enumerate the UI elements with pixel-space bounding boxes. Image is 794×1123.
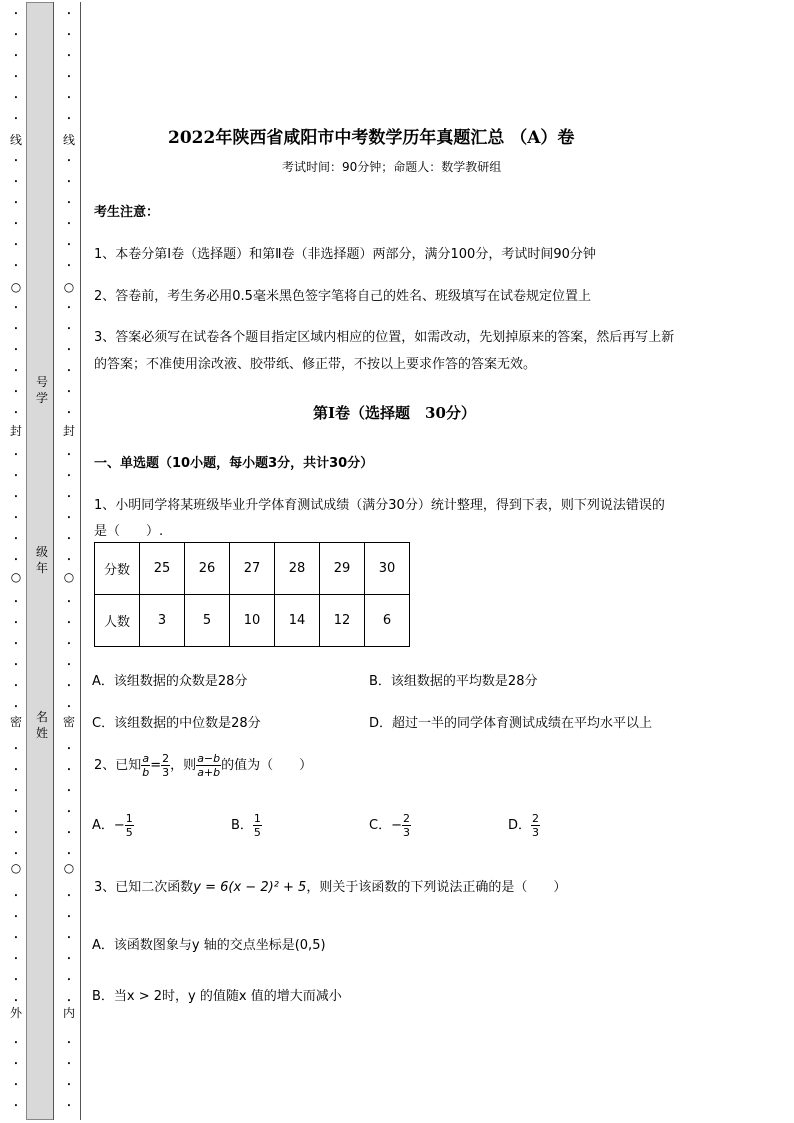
question-1-option-d: D．超过一半的同学体育测试成绩在平均水平以上 [369,716,653,731]
dot-icon: • [13,619,19,627]
dot-icon: • [66,325,72,333]
dot-icon: • [13,367,19,375]
dot-icon: • [13,766,19,774]
dot-icon: • [13,1081,19,1089]
table-cell: 27 [230,543,275,595]
dot-icon: • [66,178,72,186]
dot-icon: • [13,409,19,417]
dot-icon: • [66,661,72,669]
table-cell: 3 [140,595,185,647]
dot-icon: • [66,892,72,900]
note-item: 1、本卷分第I卷（选择题）和第Ⅱ卷（非选择题）两部分，满分100分，考试时间90分钟 [94,247,596,262]
binding-line [80,2,81,1120]
dot-icon: • [66,808,72,816]
score-table [94,542,410,647]
exam-title: 2022年陕西省咸阳市中考数学历年真题汇总 （A）卷 [168,128,575,148]
dot-icon: • [66,10,72,18]
circle-icon: ○ [63,280,75,294]
dot-icon: • [13,241,19,249]
dot-icon: • [66,472,72,480]
dot-icon: • [66,220,72,228]
circle-icon: ○ [63,861,75,875]
question-1-option-c: C．该组数据的中位数是28分 [92,716,261,731]
dot-icon: • [66,787,72,795]
dot-icon: • [13,73,19,81]
binding-line [53,2,54,1120]
dot-icon: • [66,619,72,627]
dot-icon: • [66,850,72,858]
circle-icon: ○ [63,570,75,584]
note-item: 3、答案必须写在试卷各个题目指定区域内相应的位置，如需改动，先划掉原来的答案，然后再写上新 [94,330,675,345]
dot-icon: • [13,934,19,942]
dot-icon: • [13,640,19,648]
dot-icon: • [66,703,72,711]
binding-mark: 密 [63,715,76,729]
question-3-stem: 3、已知二次函数y = 6(x − 2)² + 5，则关于该函数的下列说法正确的是（ ） [94,880,567,895]
exam-subtitle: 考试时间：90分钟；命题人：数学教研组 [282,160,502,174]
dot-icon: • [66,241,72,249]
question-2-suffix: 的值为（ ） [221,758,313,773]
circle-icon: ○ [10,280,22,294]
dot-icon: • [13,52,19,60]
binding-mark: 封 [10,424,23,438]
dot-icon: • [66,556,72,564]
dot-icon: • [13,955,19,963]
dot-icon: • [66,1060,72,1068]
note-item: 的答案；不准使用涂改液、胶带纸、修正带，不按以上要求作答的答案无效。 [94,357,537,372]
dot-icon: • [13,262,19,270]
dot-icon: • [13,514,19,522]
question-3-option-b: B．当x > 2时，y 的值随x 值的增大而减小 [92,989,342,1004]
dot-icon: • [13,598,19,606]
dot-icon: • [13,94,19,102]
question-2-prefix: 2、已知 [94,758,142,773]
dot-icon: • [66,514,72,522]
dot-icon: • [66,535,72,543]
dot-icon: • [66,745,72,753]
circle-icon: ○ [10,861,22,875]
dot-icon: • [13,220,19,228]
dot-icon: • [66,955,72,963]
dot-icon: • [13,1039,19,1047]
dot-icon: • [66,1102,72,1110]
fraction-a-over-b: $\frac{a}{b}$ [142,752,150,779]
binding-margin [0,0,84,1123]
dot-icon: • [13,703,19,711]
table-cell: 30 [365,543,410,595]
fraction-expression: $\frac{a-b}{a+b}$ [197,752,221,779]
part-title: 第I卷（选择题 30分） [313,404,476,422]
binding-mark: 内 [63,1006,76,1020]
table-cell: 人数 [95,595,140,647]
dot-icon: • [66,52,72,60]
dot-icon: • [66,73,72,81]
dot-icon: • [13,472,19,480]
dot-icon: • [13,304,19,312]
binding-mark: 密 [10,715,23,729]
dot-icon: • [66,388,72,396]
question-3-option-a: A．该函数图象与y 轴的交点坐标是(0,5) [92,938,326,953]
table-row [95,595,410,647]
dot-icon: • [66,94,72,102]
question-2-option-a: A．− $\frac{1}{5}$ [92,812,133,839]
note-item: 2、答卷前，考生务必用0.5毫米黑色签字笔将自己的姓名、班级填写在试卷规定位置上 [94,289,591,304]
dot-icon: • [13,388,19,396]
dot-icon: • [66,934,72,942]
dot-icon: • [66,115,72,123]
question-1-stem: 1、小明同学将某班级毕业升学体育测试成绩（满分30分）统计整理，得到下表，则下列说法错误的 [94,498,665,513]
binding-mark: 线 [10,133,23,147]
question-1-option-a: A．该组数据的众数是28分 [92,674,248,689]
dot-icon: • [66,451,72,459]
dot-icon: • [13,976,19,984]
dot-icon: • [13,1060,19,1068]
table-cell: 14 [275,595,320,647]
table-cell: 6 [365,595,410,647]
dot-icon: • [13,850,19,858]
notes-heading: 考生注意： [94,205,160,220]
question-2-option-c: C．− $\frac{2}{3}$ [369,812,410,839]
student-id-label: 号 学 [35,375,48,405]
table-row [95,543,410,595]
dot-icon: • [13,1102,19,1110]
dot-icon: • [66,31,72,39]
dot-icon: • [13,493,19,501]
table-cell: 12 [320,595,365,647]
question-1-option-b: B．该组数据的平均数是28分 [369,674,538,689]
dot-icon: • [13,787,19,795]
question-2-option-d: D． $\frac{2}{3}$ [508,812,540,839]
dot-icon: • [66,1039,72,1047]
dot-icon: • [13,199,19,207]
dot-icon: • [66,997,72,1005]
question-2-mid: ，则 [170,758,197,773]
dot-icon: • [66,640,72,648]
dot-icon: • [13,10,19,18]
dot-icon: • [13,178,19,186]
dot-icon: • [13,346,19,354]
dot-icon: • [66,199,72,207]
dot-icon: • [66,493,72,501]
table-cell: 26 [185,543,230,595]
dot-icon: • [66,829,72,837]
table-cell: 28 [275,543,320,595]
dot-icon: • [66,367,72,375]
dot-icon: • [66,346,72,354]
fraction-two-thirds: $\frac{2}{3}$ [162,752,170,779]
dot-icon: • [66,157,72,165]
question-1-stem-cont: 是（ ）. [94,524,164,539]
dot-icon: • [13,808,19,816]
dot-icon: • [66,598,72,606]
question-2-stem [94,752,312,779]
dot-icon: • [13,535,19,543]
dot-icon: • [13,913,19,921]
dot-icon: • [13,31,19,39]
table-cell: 分数 [95,543,140,595]
dot-icon: • [66,1081,72,1089]
quadratic-function: y = 6(x − 2)² + 5 [193,880,307,895]
dot-icon: • [13,997,19,1005]
binding-mark: 封 [63,424,76,438]
dot-icon: • [13,157,19,165]
dot-icon: • [13,115,19,123]
name-label: 名 姓 [35,710,48,740]
table-cell: 25 [140,543,185,595]
dot-icon: • [13,325,19,333]
question-2-option-b: B． $\frac{1}{5}$ [231,812,261,839]
dot-icon: • [66,976,72,984]
dot-icon: • [66,682,72,690]
circle-icon: ○ [10,570,22,584]
dot-icon: • [66,409,72,417]
binding-mark: 线 [63,133,76,147]
dot-icon: • [66,304,72,312]
dot-icon: • [13,556,19,564]
dot-icon: • [66,262,72,270]
table-cell: 10 [230,595,275,647]
dot-icon: • [66,766,72,774]
dot-icon: • [66,913,72,921]
dot-icon: • [13,661,19,669]
dot-icon: • [13,829,19,837]
dot-icon: • [13,745,19,753]
dot-icon: • [13,451,19,459]
binding-mark: 外 [10,1006,23,1020]
dot-icon: • [13,892,19,900]
grade-label: 级 年 [35,545,48,575]
dot-icon: • [13,682,19,690]
equals-sign: = [150,758,162,773]
table-cell: 29 [320,543,365,595]
table-cell: 5 [185,595,230,647]
section-heading: 一、单选题（10小题，每小题3分，共计30分） [94,456,374,471]
